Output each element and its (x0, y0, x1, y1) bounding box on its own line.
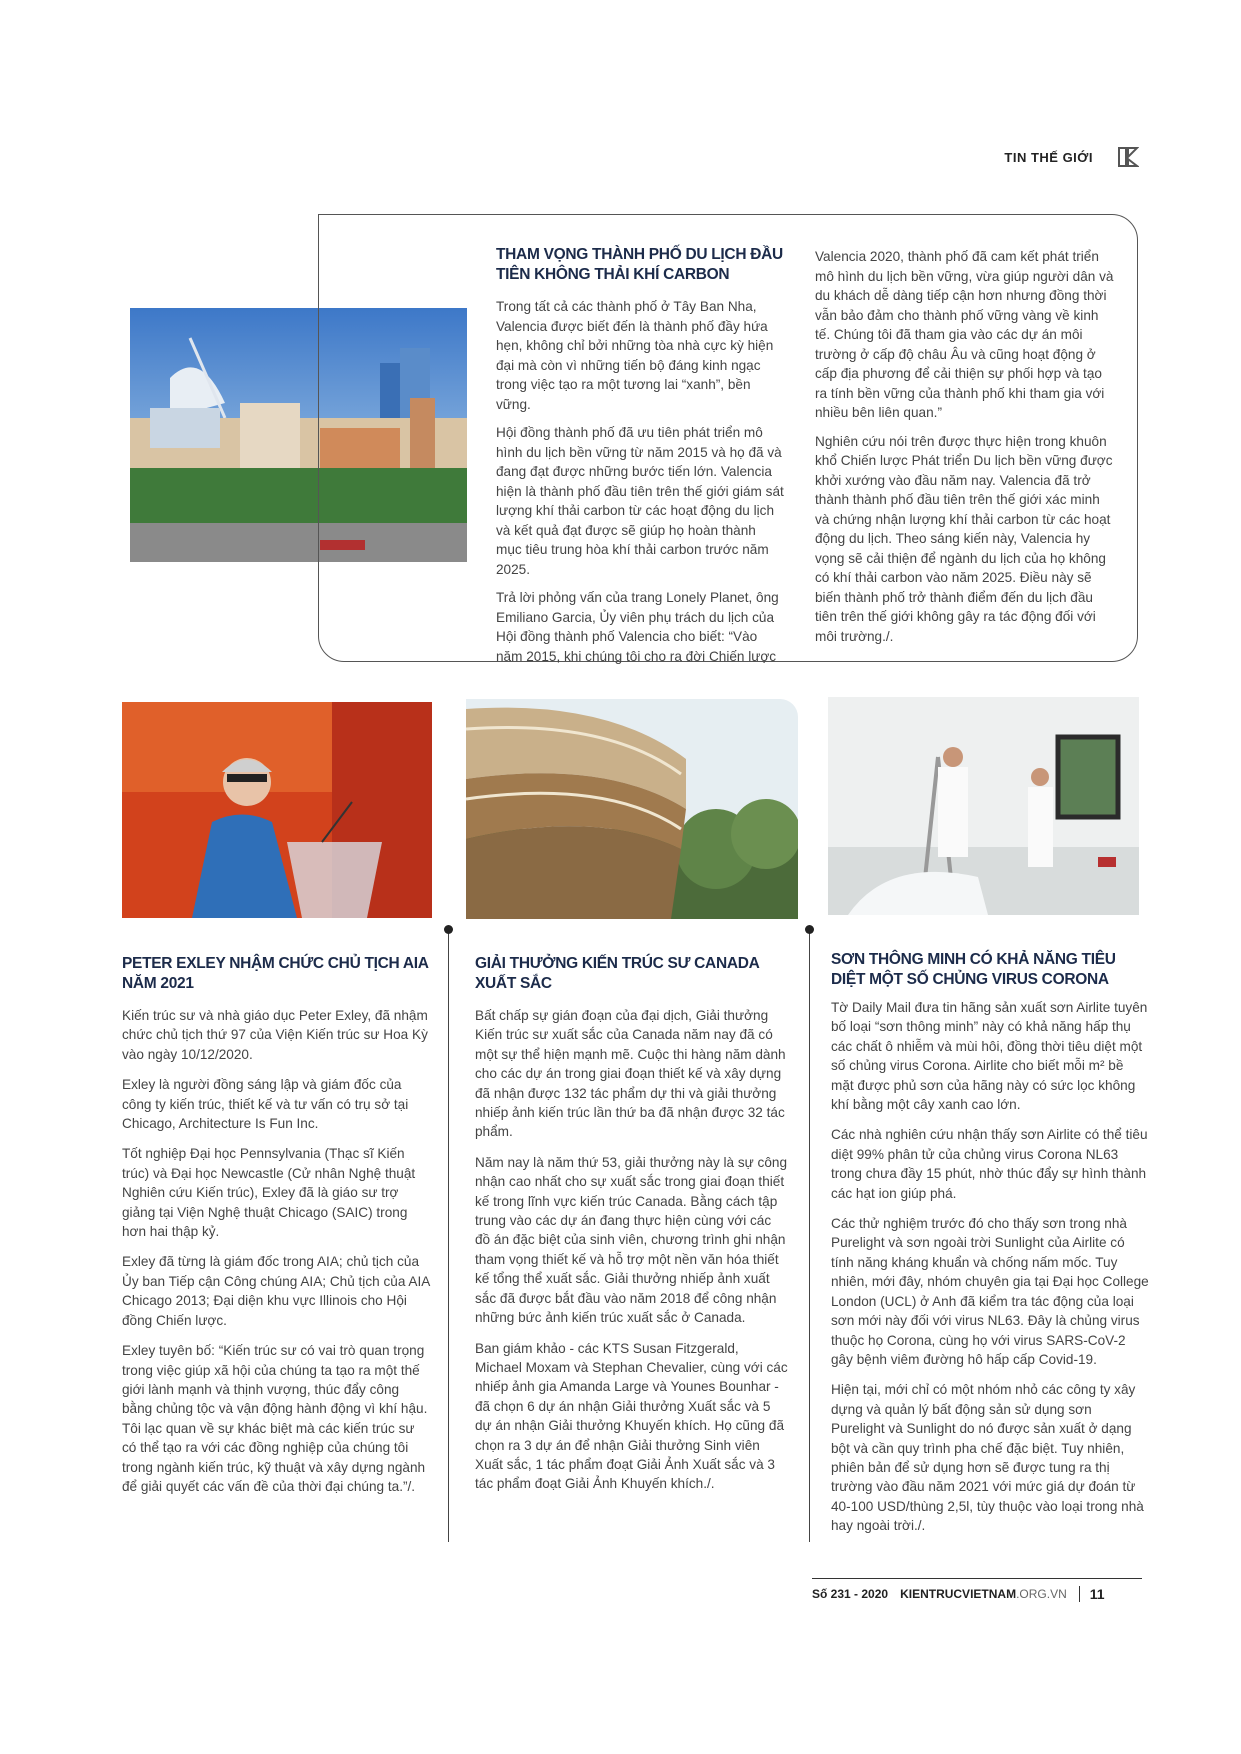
article-title: GIẢI THƯỞNG KIẾN TRÚC SƯ CANADA XUẤT SẮC (475, 955, 759, 992)
featured-article-col1 (496, 245, 784, 675)
featured-article-col2 (815, 247, 1117, 655)
footer-divider (1079, 1586, 1080, 1602)
article-title: PETER EXLEY NHẬM CHỨC CHỦ TỊCH AIA NĂM 2021 (122, 955, 429, 992)
paragraph: Năm nay là năm thứ 53, giải thưởng này là sự công nhận cao nhất cho sự xuất sắc trong giai đoạn thiết kế trong lĩnh vực kiến trúc Canada. Bằng cách tập trung vào các dự án đang thực hiện cùng với các đồ án đặc biệt của sinh viên, chương trình ghi nhận tham vọng thiết kế và hỗ trợ một nền văn hóa thiết kế tổng thể xuất sắc. Giải thưởng nhiếp ảnh xuất sắc đã được bắt đầu vào năm 2018 để công nhận những bức ảnh kiến trúc xuất sắc ở Canada. (475, 1154, 788, 1326)
paragraph: Hội đồng thành phố đã ưu tiên phát triển mô hình du lịch bền vững từ năm 2015 và họ đã và đang đạt được những bước tiến lớn. Valencia hiện là thành phố đầu tiên trên thế giới giám sát lượng khí thải carbon từ các hoạt động du lịch và kết quả đạt được sẽ giúp họ hoàn thành mục tiêu trung hòa khí thải carbon trước năm 2025. (496, 425, 784, 577)
paragraph: Tờ Daily Mail đưa tin hãng sản xuất sơn Airlite tuyên bố loại “sơn thông minh” này có khả năng hấp thụ các chất ô nhiễm và mùi hôi, đồng thời tiêu diệt một số chủng virus Corona. Airlite cho biết mỗi m² bề mặt được phủ sơn của hãng này có sức lọc không khí bằng một cây xanh cao lớn. (831, 1000, 1148, 1113)
paragraph: Kiến trúc sư và nhà giáo dục Peter Exley, đã nhậm chức chủ tịch thứ 97 của Viện Kiến trúc sư Hoa Kỳ vào ngày 10/12/2020. (122, 1008, 428, 1062)
paragraph: Valencia 2020, thành phố đã cam kết phát triển mô hình du lịch bền vững, vừa giúp người dân và du khách dễ dàng tiếp cận hơn nhưng đồng thời vẫn bảo đảm cho thành phố vững vàng về kinh tế. Chúng tôi đã tham gia vào các dự án môi trường ở cấp độ châu Âu và cũng hoạt động ở cấp địa phương để cải thiện sự phối hợp và tạo ra tính bền vững của thành phố khi tham gia với nhiều bên liên quan.” (815, 249, 1114, 420)
paragraph: Các thử nghiệm trước đó cho thấy sơn trong nhà Purelight và sơn ngoài trời Sunlight của Airlite có tính năng kháng khuẩn và chống nấm mốc. Tuy nhiên, mới đây, nhóm chuyên gia tại Đại học College London (UCL) ở Anh đã kiểm tra tác động của loại sơn mới này đối với virus NL63. Đây là chủng virus thuộc họ Corona, cùng họ với virus SARS-CoV-2 gây bệnh viêm đường hô hấp cấp Covid-19. (831, 1216, 1149, 1367)
section-label: TIN THẾ GIỚI (1004, 150, 1093, 165)
article-title: SƠN THÔNG MINH CÓ KHẢ NĂNG TIÊU DIỆT MỘT SỐ CHỦNG VIRUS CORONA (831, 951, 1116, 988)
paragraph: Tốt nghiệp Đại học Pennsylvania (Thạc sĩ Kiến trúc) và Đại học Newcastle (Cử nhân Nghệ thuật Nghiên cứu Kiến trúc), Exley đã là giáo sư trợ giảng tại Viện Nghệ thuật Chicago (SAIC) trong hơn hai thập kỷ. (122, 1146, 416, 1240)
article-canada-award (475, 954, 788, 1505)
issue-number: Số 231 - 2020 (812, 1587, 889, 1601)
paragraph: Bất chấp sự gián đoạn của đại dịch, Giải thưởng Kiến trúc sư xuất sắc của Canada năm nay đã có một sự thể hiện mạnh mẽ. Cuộc thi hàng năm dành cho các dự án trong giai đoạn thiết kế và xây dựng đã nhận được 132 tác phẩm dự thi và giải thưởng nhiếp ảnh kiến trúc lần thứ ba đã nhận được 32 tác phẩm. (475, 1008, 786, 1140)
paragraph: Các nhà nghiên cứu nhận thấy sơn Airlite có thể tiêu diệt 99% phân tử của chủng virus Corona NL63 trong chưa đầy 15 phút, nhờ thúc đẩy sự hình thành các hạt ion giúp phá. (831, 1127, 1148, 1201)
article-peter-exley (122, 954, 432, 1507)
magazine-logo-icon (1117, 146, 1139, 168)
paragraph: Trả lời phỏng vấn của trang Lonely Planet, ông Emiliano Garcia, Ủy viên phụ trách du lịch của Hội đồng thành phố Valencia cho biết: “Vào năm 2015, khi chúng tôi cho ra đời Chiến lược (496, 590, 779, 664)
paragraph: Exley đã từng là giám đốc trong AIA; chủ tịch của Ủy ban Tiếp cận Công chúng AIA; Chủ tịch của AIA Chicago 2013; Đại diện khu vực Illinois cho Hội đồng Chiến lược. (122, 1254, 430, 1328)
column-divider (809, 930, 810, 1542)
paragraph: Exley tuyên bố: “Kiến trúc sư có vai trò quan trọng trong việc giúp xã hội của chúng ta tạo ra một thế giới lành mạnh và thịnh vượng, thúc đẩy công bằng chủng tộc và vận động hành động vì khí hậu. Tôi lạc quan về sự khác biệt mà các kiến trúc sư có thể tạo ra với các đồng nghiệp của chúng tôi trong ngành kiến trúc, kỹ thuật và xây dựng ngành để giải quyết các vấn đề của thời đại chúng ta.”/. (122, 1343, 428, 1494)
paragraph: Hiện tại, mới chỉ có một nhóm nhỏ các công ty xây dựng và quản lý bất động sản sử dụng sơn Purelight và Sunlight do nó được sản xuất ở dạng bột và cần quy trình pha chế đặc biệt. Tuy nhiên, phiên bản để sử dụng hơn sẽ được tung ra thị trường vào đầu năm 2021 với mức giá dự đoán từ 40-100 USD/thùng 2,5l, tùy thuộc vào loại trong nhà hay ngoài trời./. (831, 1382, 1144, 1534)
paragraph: Nghiên cứu nói trên được thực hiện trong khuôn khổ Chiến lược Phát triển Du lịch bền vững được khởi xướng vào đầu năm nay. Valencia đã trở thành thành phố đầu tiên trên thế giới xác minh và chứng nhận lượng khí thải carbon từ các hoạt động du lịch. Theo sáng kiến này, Valencia hy vọng sẽ cải thiện để ngành du lịch của họ không có khí thải carbon vào năm 2025. Điều này sẽ biến thành phố trở thành điểm đến du lịch đầu tiên trên thế giới không gây ra tác động đối với môi trường./. (815, 433, 1113, 644)
website-name (900, 1587, 1067, 1601)
divider-dot (805, 925, 814, 934)
website-domain: .ORG.VN (1016, 1587, 1067, 1601)
canada-building-render-photo (466, 699, 798, 919)
divider-dot (444, 925, 453, 934)
paragraph: Trong tất cả các thành phố ở Tây Ban Nha, Valencia được biết đến là thành phố đầy hứa hẹn, không chỉ bởi những tòa nhà cực kỳ hiện đại mà còn vì những tiến bộ đáng kinh ngạc trong việc tạo ra một tương lai “xanh”, bền vững. (496, 299, 774, 412)
column-divider (448, 930, 449, 1542)
paragraph: Ban giám khảo - các KTS Susan Fitzgerald, Michael Moxam và Stephan Chevalier, cùng với các nhiếp ảnh gia Amanda Large và Younes Bounhar - đã chọn 6 dự án nhận Giải thưởng Xuất sắc và 5 dự án nhận Giải thưởng Khuyến khích. Họ cũng đã chọn ra 3 dự án để nhận Giải thưởng Sinh viên Xuất sắc, 1 tác phẩm đoạt Giải Ảnh Xuất sắc và 3 tác phẩm đoạt Giải Ảnh Khuyến khích./. (475, 1340, 788, 1492)
website-name-bold: KIENTRUCVIETNAM (900, 1587, 1017, 1601)
footer (812, 1578, 1142, 1605)
airlite-painters-photo (828, 697, 1139, 915)
page-number: 11 (1089, 1586, 1105, 1602)
peter-exley-photo (122, 702, 432, 918)
article-smart-paint (831, 950, 1149, 1547)
paragraph: Exley là người đồng sáng lập và giám đốc của công ty kiến trúc, thiết kế và tư vấn có trụ sở tại Chicago, Architecture Is Fun Inc. (122, 1077, 409, 1132)
featured-article-title: THAM VỌNG THÀNH PHỐ DU LỊCH ĐẦU TIÊN KHÔNG THẢI KHÍ CARBON (496, 246, 783, 283)
